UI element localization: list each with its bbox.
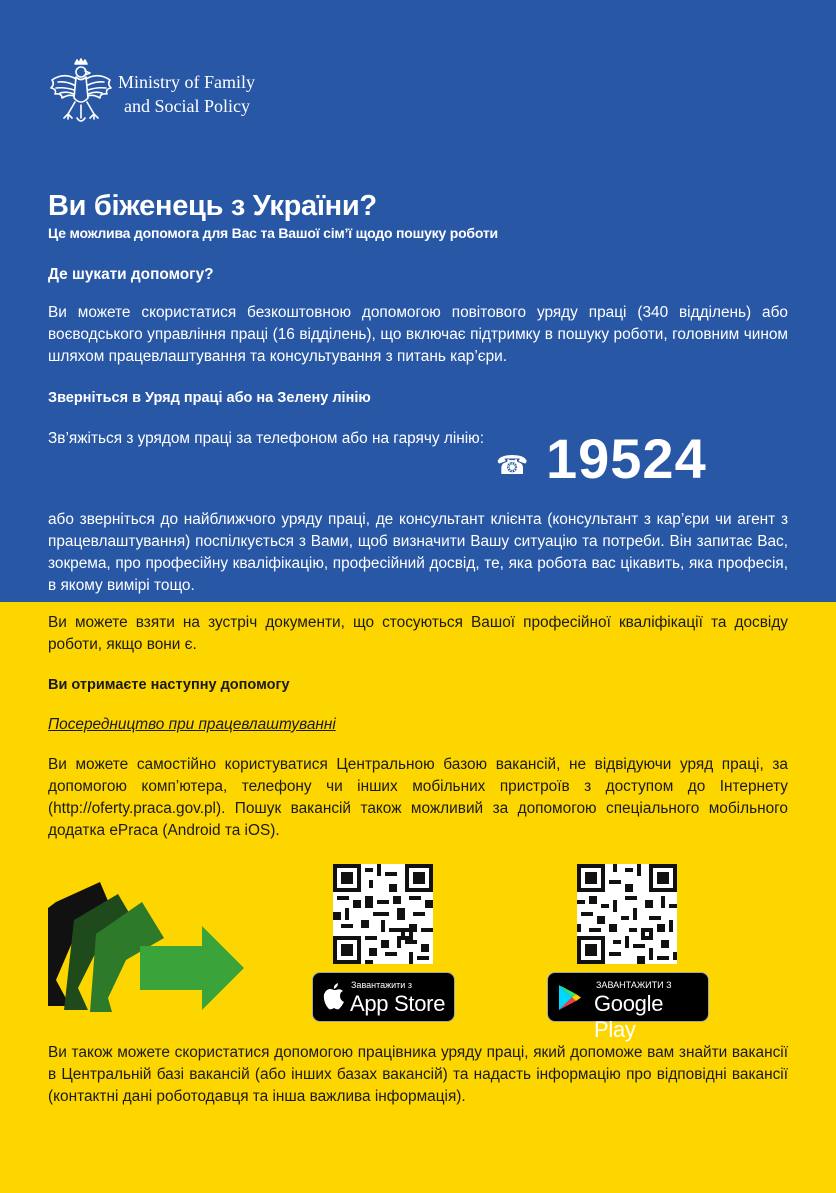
app-store-qr-code[interactable] — [333, 864, 433, 964]
where-text: Ви можете скористатися безкоштовною допомогою повітового уряду праці (340 відділень) або воєводського управління праці (16 відділень), що включає підтримку в пошуку роботи, головним чином шляхом працевлаштування та консультування з питань кар’єри. — [48, 304, 788, 365]
phone-icon: ☎ — [496, 450, 529, 480]
yellow-section — [0, 602, 836, 1193]
ministry-line-2: and Social Policy — [124, 96, 250, 116]
ministry-line-1: Ministry of Family — [118, 72, 256, 92]
contact-heading: Зверніться в Уряд праці або на Зелену лінію — [48, 390, 371, 406]
visit-text: або зверніться до найближчого уряду праці, де консультант клієнта (консультант з кар’єри чи агент з працевлаштування) поспілкується з Вами, щоб визначити Вашу ситуацію та потреби. Він запитає Вас, зокрема, про професійну кваліфікацію, професійний досвід, те, яка робота вас цікавить, яка професія, в якому вимірі тощо. — [48, 511, 788, 594]
mediation-heading: Посередництво при працевлаштуванні — [48, 716, 336, 733]
contact-text: Зв’яжіться з урядом праці за телефоном або на гарячу лінію: — [48, 430, 484, 447]
page-title: Ви біженець з України? — [48, 190, 377, 222]
help-heading: Ви отримаєте наступну допомогу — [48, 677, 290, 693]
app-store-small-label: Завантажити з — [351, 980, 412, 990]
database-text: Ви можете самостійно користуватися Центральною базою вакансій, не відвідуючи уряд праці, за допомогою комп’ютера, телефону чи інших мобільних пристроїв з доступом до Інтернету (http://oferty.praca.gov.pl). Пошук вакансій також можливий за допомогою спеціального мобільного додатка ePraca (Android та iOS). — [48, 756, 788, 839]
hotline-number: 19524 — [546, 427, 707, 490]
google-play-button[interactable] — [547, 972, 709, 1042]
documents-text: Ви можете взяти на зустріч документи, що стосуються Вашої професійної кваліфікації та досвіду роботи, якщо вони є. — [48, 614, 788, 653]
where-heading: Де шукати допомогу? — [48, 266, 214, 283]
apple-icon — [323, 983, 345, 1010]
polish-eagle-icon — [46, 58, 116, 128]
page-subtitle: Це можлива допомога для Вас та Вашої сім’ї щодо пошуку роботи — [48, 225, 498, 241]
worker-text: Ви також можете скористатися допомогою працівника уряду праці, який допоможе вам знайти вакансії в Центральній базі вакансій (або інших базах вакансій) та надасть інформацію про відповідні вакансії (контактні дані роботодавця та інша важлива інформація). — [48, 1044, 788, 1105]
app-store-label: App Store — [350, 991, 446, 1016]
ministry-name — [118, 70, 255, 118]
app-store-button[interactable] — [312, 972, 455, 1022]
google-play-label: Google Play — [594, 991, 664, 1042]
epraca-arrows-logo — [48, 880, 246, 1012]
google-play-small-label: ЗАВАНТАЖИТИ З — [596, 980, 672, 990]
google-play-qr-code[interactable] — [577, 864, 677, 964]
google-play-icon — [558, 984, 582, 1011]
